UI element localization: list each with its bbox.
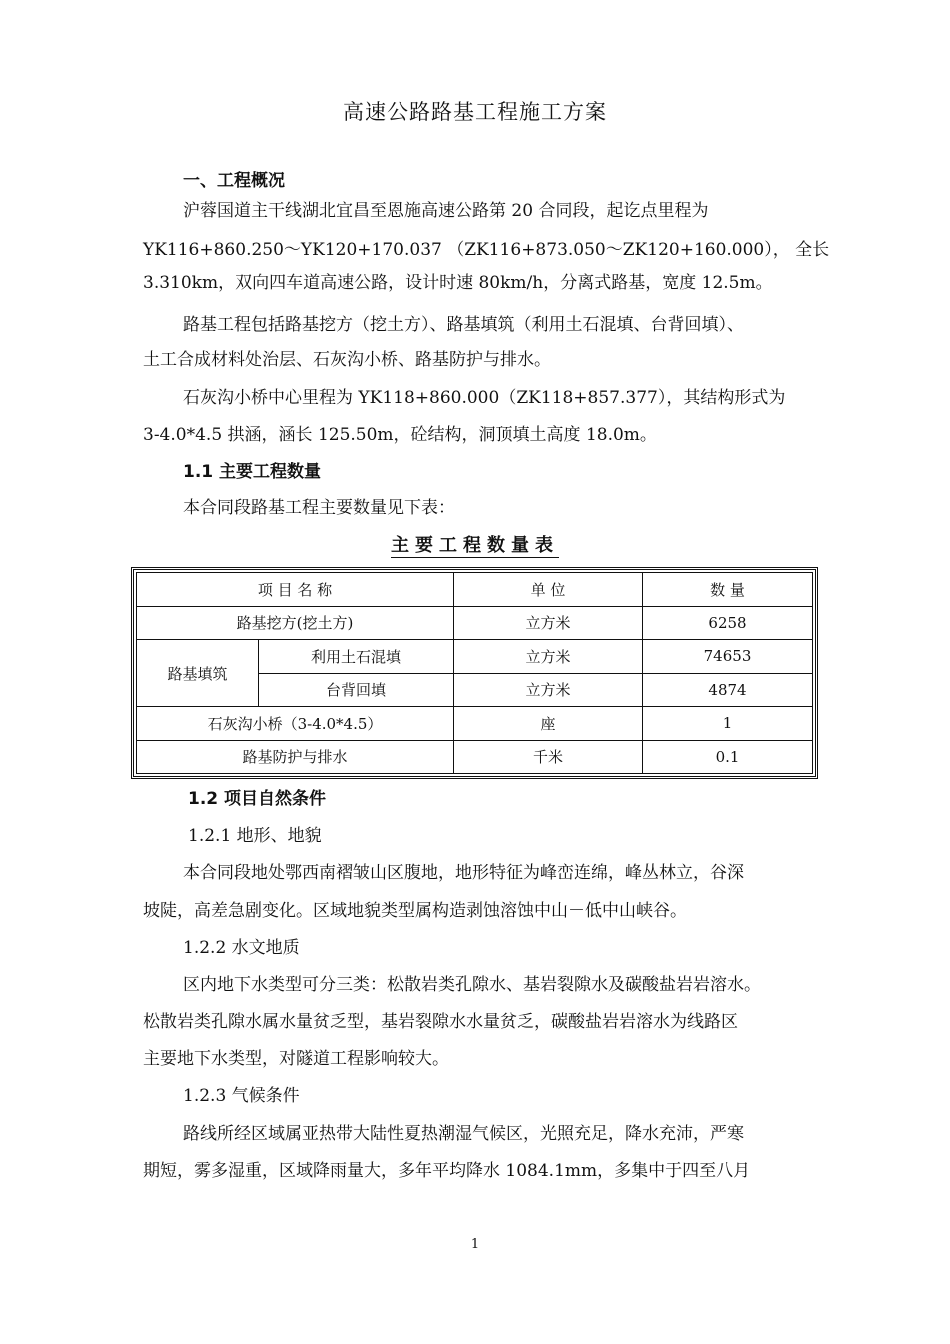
paragraph-line: 沪蓉国道主干线湖北宜昌至恩施高速公路第 20 合同段，起讫点里程为	[183, 201, 709, 221]
subsection-heading: 1.2.1 地形、地貌	[188, 826, 322, 846]
paragraph-line: 土工合成材料处治层、石灰沟小桥、路基防护与排水。	[143, 350, 551, 370]
table-caption: 主要工程数量表	[391, 535, 559, 556]
paragraph-line: 松散岩类孔隙水属水量贫乏型，基岩裂隙水水量贫乏，碳酸盐岩岩溶水为线路区	[143, 1012, 738, 1032]
section-heading-1-2: 1.2 项目自然条件	[188, 789, 327, 809]
table-cell: 74653	[643, 640, 813, 674]
table-row	[137, 740, 813, 774]
table-cell: 路基防护与排水	[137, 740, 454, 774]
paragraph-line: 区内地下水类型可分三类：松散岩类孔隙水、基岩裂隙水及碳酸盐岩岩溶水。	[183, 975, 761, 995]
table-cell: 路基挖方(挖土方)	[137, 606, 454, 640]
table-cell: 6258	[643, 606, 813, 640]
table-row	[137, 640, 813, 674]
table-cell: 利用土石混填	[259, 640, 454, 674]
paragraph-line: 石灰沟小桥中心里程为 YK118+860.000（ZK118+857.377），其结构形式为	[183, 388, 786, 408]
table-cell: 立方米	[454, 640, 643, 674]
table-cell: 石灰沟小桥（3-4.0*4.5）	[137, 707, 454, 741]
paragraph-line: 路线所经区域属亚热带大陆性夏热潮湿气候区，光照充足，降水充沛，严寒	[183, 1124, 744, 1144]
table-cell: 0.1	[643, 740, 813, 774]
table-header-cell: 单 位	[454, 573, 643, 607]
paragraph-line: 3-4.0*4.5 拱涵，涵长 125.50m，砼结构，洞顶填土高度 18.0m。	[143, 425, 657, 445]
table-cell: 台背回填	[259, 673, 454, 707]
paragraph-line: 坡陡，高差急剧变化。区域地貌类型属构造剥蚀溶蚀中山－低中山峡谷。	[143, 901, 687, 921]
table-cell: 4874	[643, 673, 813, 707]
paragraph-line: 本合同段地处鄂西南褶皱山区腹地，地形特征为峰峦连绵，峰丛林立，谷深	[183, 863, 744, 883]
table-header-cell: 数 量	[643, 573, 813, 607]
paragraph-line: 主要地下水类型，对隧道工程影响较大。	[143, 1049, 449, 1069]
table-row	[137, 606, 813, 640]
table-header-cell: 项 目 名 称	[137, 573, 454, 607]
subsection-heading: 1.2.2 水文地质	[183, 938, 300, 958]
table-cell: 座	[454, 707, 643, 741]
table-cell: 千米	[454, 740, 643, 774]
paragraph-line: 路基工程包括路基挖方（挖土方）、路基填筑（利用土石混填、台背回填）、	[183, 315, 744, 335]
paragraph-line: 期短，雾多湿重，区域降雨量大，多年平均降水 1084.1mm，多集中于四至八月	[143, 1161, 751, 1181]
paragraph-line: 本合同段路基工程主要数量见下表：	[183, 498, 455, 518]
table-cell: 立方米	[454, 673, 643, 707]
quantity-table	[131, 567, 818, 779]
section-heading-1: 一、工程概况	[183, 171, 285, 191]
table-row	[137, 707, 813, 741]
page-number: 1	[470, 1237, 480, 1252]
paragraph-line: YK116+860.250～YK120+170.037 （ZK116+873.050～ZK120+160.000）， 全长	[143, 240, 830, 260]
section-heading-1-1: 1.1 主要工程数量	[183, 462, 322, 482]
table-cell: 1	[643, 707, 813, 741]
table-header-row	[137, 573, 813, 607]
table-cell: 路基填筑	[137, 640, 259, 707]
subsection-heading: 1.2.3 气候条件	[183, 1086, 300, 1106]
table-cell: 立方米	[454, 606, 643, 640]
paragraph-line: 3.310km，双向四车道高速公路，设计时速 80km/h，分离式路基，宽度 12.5m。	[143, 273, 773, 293]
document-title: 高速公路路基工程施工方案	[343, 100, 607, 124]
